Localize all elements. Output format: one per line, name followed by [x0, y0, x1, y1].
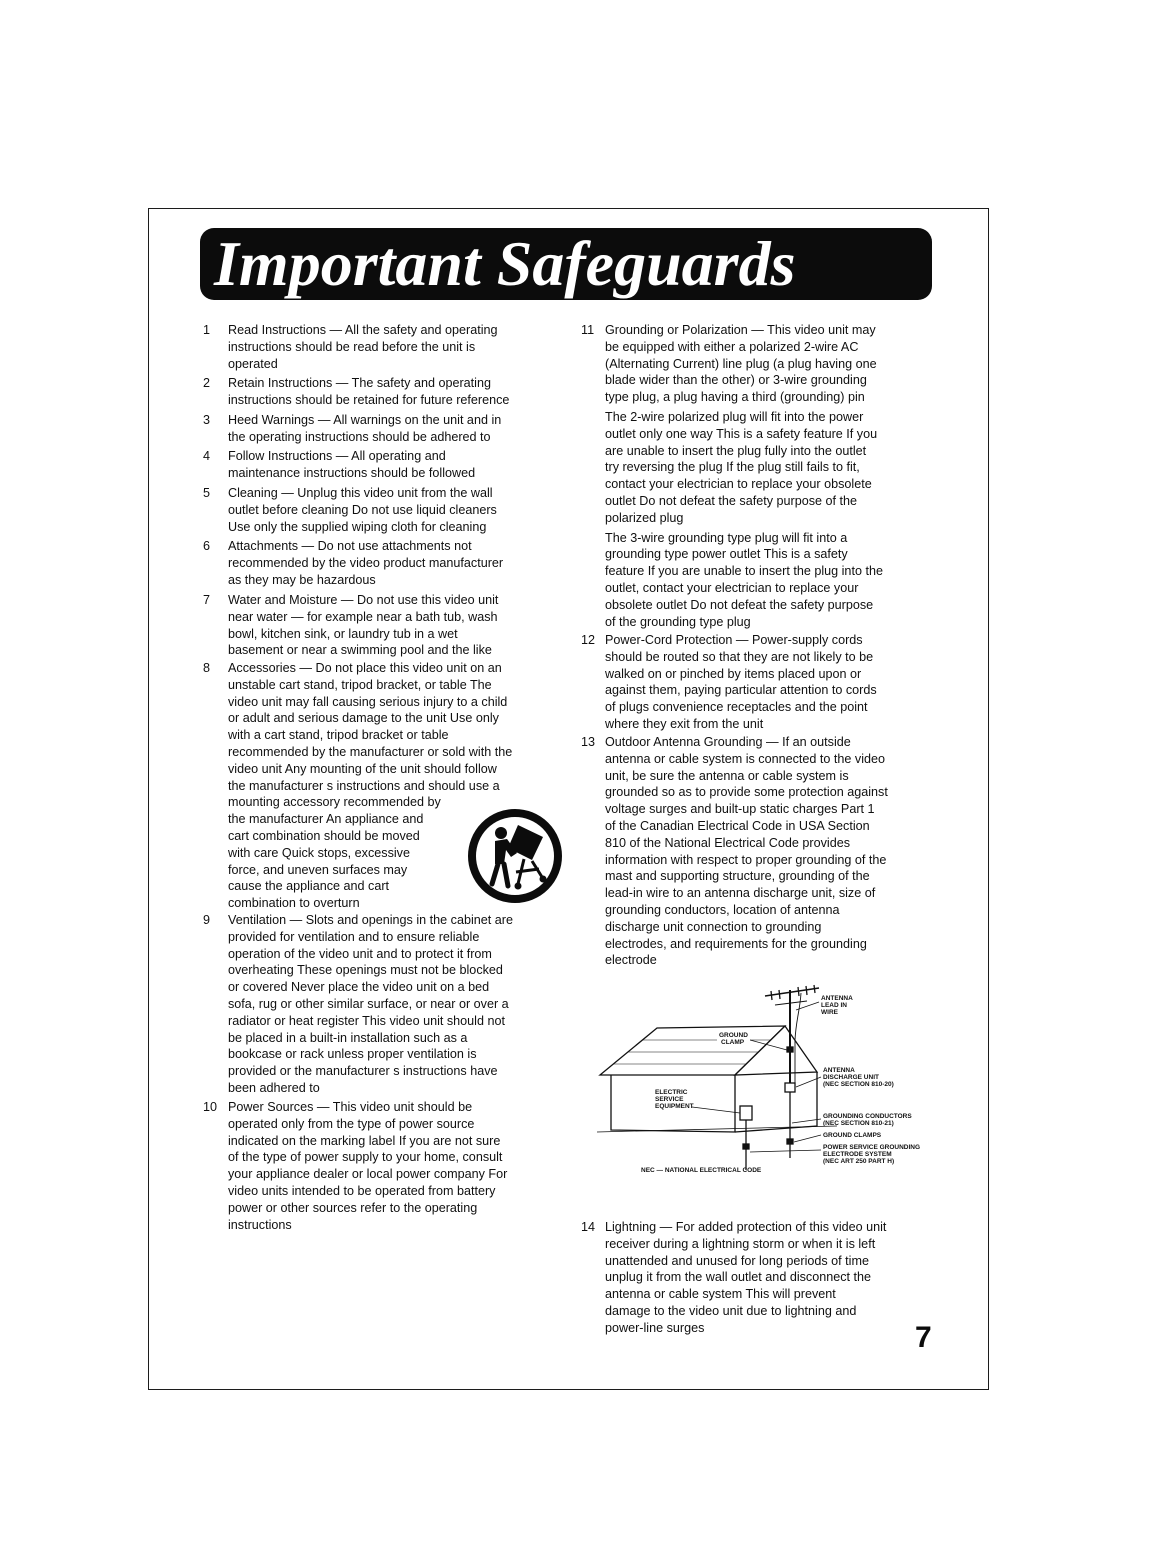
label-ground-clamps: GROUND CLAMPS — [823, 1132, 882, 1139]
text-line: obsolete outlet Do not defeat the safety purpose — [605, 597, 874, 612]
text-line: been adhered to — [228, 1080, 320, 1095]
text-line: instructions — [228, 1217, 292, 1232]
text-line: unattended and unused for long periods of time — [605, 1253, 869, 1268]
text-line: Lightning — For added protection of this video unit — [605, 1220, 887, 1234]
item-paragraph — [228, 592, 498, 659]
item-number: 4 — [203, 449, 211, 463]
text-line: video units intended to be operated from battery — [228, 1183, 496, 1198]
text-line: sofa, rug or other similar surface, or near or over a — [228, 996, 509, 1011]
text-line: the manufacturer s instructions and should use a — [228, 778, 500, 793]
cart-tip-over-warning-icon — [466, 804, 564, 908]
item-paragraph — [228, 912, 513, 1097]
house-side-wall — [735, 1072, 817, 1132]
item-number: 11 — [581, 323, 595, 337]
text-line: mounting accessory recommended by — [228, 795, 441, 810]
antenna-discharge-unit — [785, 1083, 795, 1092]
item-number: 6 — [203, 539, 211, 553]
text-line: are unable to insert the plug fully into the outlet — [605, 443, 867, 458]
label-discharge-unit-3: (NEC SECTION 810-20) — [823, 1081, 894, 1088]
item-text — [228, 412, 501, 446]
text-line: type plug, a plug having a third (grounding) pin — [605, 390, 865, 405]
label-grounding-conductors-1: GROUNDING CONDUCTORS — [823, 1113, 912, 1120]
text-line: power-line surges — [605, 1320, 705, 1335]
item-number: 8 — [203, 661, 211, 675]
text-line: of the type of power supply to your home, consult — [228, 1150, 503, 1165]
text-line: overheating These openings must not be blocked — [228, 963, 503, 978]
text-line: Read Instructions — All the safety and operating — [228, 323, 498, 337]
text-line: of plugs convenience receptacles and the point — [605, 700, 868, 715]
item-number: 10 — [203, 1100, 218, 1114]
label-nec-note: NEC — NATIONAL ELECTRICAL CODE — [641, 1167, 762, 1174]
antenna-grounding-diagram — [595, 980, 940, 1180]
item-number: 1 — [203, 323, 211, 337]
text-line: outlet, contact your electrician to replace your — [605, 580, 859, 595]
text-line: cause the appliance and cart — [228, 879, 390, 894]
text-line: Cleaning — Unplug this video unit from the wall — [228, 486, 493, 500]
item-paragraph — [228, 412, 501, 446]
item-text — [605, 734, 888, 969]
item-number: 5 — [203, 486, 211, 500]
text-line: near water — for example near a bath tub, wash — [228, 609, 498, 624]
text-line: feature If you are unable to insert the plug into the — [605, 564, 883, 579]
item-text — [228, 1099, 507, 1233]
label-antenna-lead-in-3: WIRE — [821, 1009, 838, 1016]
text-line: unplug it from the wall outlet and disconnect the — [605, 1270, 872, 1285]
label-ground-clamp-1: GROUND — [719, 1032, 748, 1039]
text-line: Use only the supplied wiping cloth for cleaning — [228, 519, 487, 534]
text-line: outlet before cleaning Do not use liquid cleaners — [228, 502, 497, 517]
text-line: cart combination should be moved — [228, 828, 420, 843]
text-line: walked on or pinched by items placed upon or — [605, 666, 862, 681]
text-line: recommended by the manufacturer or sold with the — [228, 744, 513, 759]
text-line: lead-in wire to an antenna discharge unit, size of — [605, 886, 876, 901]
item-text — [228, 912, 513, 1097]
label-power-service-3: (NEC ART 250 PART H) — [823, 1158, 895, 1165]
label-power-service-2: ELECTRODE SYSTEM — [823, 1151, 892, 1158]
text-line: indicated on the marking label If you are not sure — [228, 1133, 501, 1148]
text-line: video unit may fall causing serious injury to a child — [228, 694, 508, 709]
item-number: 14 — [581, 1220, 596, 1234]
text-line: Accessories — Do not place this video unit on an — [228, 661, 502, 675]
text-line: with a cart stand, tripod bracket or table — [228, 728, 449, 743]
page-title: Important Safeguards — [214, 228, 796, 299]
text-line: Ventilation — Slots and openings in the cabinet are — [228, 913, 513, 927]
item-text — [228, 538, 503, 588]
label-electric-service-1: ELECTRIC — [655, 1089, 688, 1096]
text-line: provided or the manufacturer s instructions have — [228, 1064, 498, 1079]
text-line: Attachments — Do not use attachments not — [228, 539, 472, 553]
text-line: your appliance dealer or local power company For — [228, 1167, 508, 1182]
item-paragraph — [605, 322, 883, 406]
text-line: damage to the video unit due to lightning and — [605, 1303, 857, 1318]
text-line: electrodes, and requirements for the grounding — [605, 936, 867, 951]
item-number: 13 — [581, 735, 596, 749]
label-ground-clamp-2: CLAMP — [721, 1039, 745, 1046]
item-paragraph — [228, 485, 497, 535]
text-line: instructions should be retained for future reference — [228, 392, 510, 407]
item-paragraph — [228, 375, 509, 409]
text-line: instructions should be read before the unit is — [228, 339, 476, 354]
text-line: combination to overturn — [228, 896, 360, 911]
text-line: Follow Instructions — All operating and — [228, 449, 446, 463]
text-line: Grounding or Polarization — This video unit may — [605, 323, 876, 337]
item-text — [228, 448, 475, 482]
text-line: as they may be hazardous — [228, 572, 376, 587]
item-text — [228, 592, 498, 659]
item-paragraph — [228, 448, 475, 482]
text-line: bowl, kitchen sink, or laundry tub in a wet — [228, 626, 458, 641]
text-line: operated only from the type of power source — [228, 1116, 475, 1131]
item-number: 2 — [203, 376, 211, 390]
label-power-service-1: POWER SERVICE GROUNDING — [823, 1144, 921, 1151]
text-line: Power-Cord Protection — Power-supply cords — [605, 633, 863, 647]
item-number: 12 — [581, 633, 596, 647]
title-banner — [200, 228, 932, 300]
item-paragraph — [228, 1099, 507, 1233]
text-line: maintenance instructions should be followed — [228, 465, 476, 480]
text-line: or adult and serious damage to the unit Use only — [228, 711, 499, 726]
item-text — [228, 375, 509, 409]
text-line: Power Sources — This video unit should be — [228, 1100, 473, 1114]
text-line: receiver during a lightning storm or when it is left — [605, 1236, 876, 1251]
label-antenna-lead-in-2: LEAD IN — [821, 1002, 847, 1009]
text-line: bookcase or rack unless proper ventilation is — [228, 1047, 477, 1062]
text-line: with care Quick stops, excessive — [228, 845, 410, 860]
text-line: information with respect to proper grounding of the — [605, 852, 887, 867]
text-line: provided for ventilation and to ensure reliable — [228, 929, 480, 944]
text-line: be placed in a built-in installation such as a — [228, 1030, 468, 1045]
text-line: operation of the video unit and to protect it from — [228, 946, 492, 961]
text-line: electrode — [605, 953, 657, 968]
text-line: 810 of the National Electrical Code provides — [605, 835, 851, 850]
text-line: discharge unit connection to grounding — [605, 919, 822, 934]
text-line: grounded so as to provide some protection against — [605, 785, 888, 800]
item-text — [228, 485, 497, 535]
label-electric-service-2: SERVICE — [655, 1096, 684, 1103]
item-number: 9 — [203, 913, 211, 927]
item-text — [228, 322, 498, 372]
text-line: voltage surges and built-up static charges Part 1 — [605, 802, 875, 817]
text-line: unstable cart stand, tripod bracket, or table The — [228, 677, 492, 692]
text-line: mast and supporting structure, grounding of the — [605, 869, 870, 884]
item-paragraph — [228, 538, 503, 588]
text-line: where they exit from the unit — [605, 716, 764, 731]
text-line: contact your electrician to replace your obsolete — [605, 477, 872, 492]
text-line: grounding conductors, location of antenna — [605, 902, 840, 917]
text-line: force, and uneven surfaces may — [228, 862, 408, 877]
text-line: grounding type power outlet This is a safety — [605, 547, 848, 562]
text-line: polarized plug — [605, 510, 684, 525]
text-line: of the Canadian Electrical Code in USA Section — [605, 818, 870, 833]
text-line: The 2-wire polarized plug will fit into the power — [605, 409, 864, 424]
text-line: Outdoor Antenna Grounding — If an outside — [605, 735, 851, 749]
label-electric-service-3: EQUIPMENT — [655, 1103, 694, 1110]
item-text — [605, 1219, 886, 1337]
text-line: unit, be sure the antenna or cable system is — [605, 768, 849, 783]
text-line: operated — [228, 356, 278, 371]
label-discharge-unit-1: ANTENNA — [823, 1067, 855, 1074]
text-line: Heed Warnings — All warnings on the unit and in — [228, 413, 502, 427]
text-line: should be routed so that they are not likely to be — [605, 649, 874, 664]
item-paragraph — [605, 632, 877, 733]
text-line: antenna or cable system This will prevent — [605, 1287, 836, 1302]
item-paragraph — [605, 409, 883, 527]
item-paragraph — [605, 530, 883, 631]
text-line: the manufacturer An appliance and — [228, 812, 424, 827]
text-line: the operating instructions should be adhered to — [228, 429, 491, 444]
text-line: antenna or cable system is connected to the video — [605, 751, 886, 766]
text-line: try reversing the plug If the plug still fails to fit, — [605, 460, 860, 475]
text-line: outlet Do not defeat the safety purpose of the — [605, 493, 858, 508]
page-number: 7 — [915, 1321, 932, 1354]
text-line: outlet only one way This is a safety feature If you — [605, 426, 878, 441]
text-line: basement or near a swimming pool and the like — [228, 643, 492, 658]
text-line: blade wider than the other) or 3-wire grounding — [605, 373, 867, 388]
item-text — [605, 632, 877, 733]
text-line: or covered Never place the video unit on a bed — [228, 980, 490, 995]
text-line: (Alternating Current) line plug (a plug having one — [605, 356, 877, 371]
text-line: of the grounding type plug — [605, 614, 751, 629]
text-line: Retain Instructions — The safety and operating — [228, 376, 491, 390]
text-line: power or other sources refer to the operating — [228, 1200, 478, 1215]
item-paragraph — [605, 734, 888, 969]
label-antenna-lead-in-1: ANTENNA — [821, 995, 853, 1002]
text-line: recommended by the video product manufacturer — [228, 555, 504, 570]
text-line: video unit Any mounting of the unit should follow — [228, 761, 497, 776]
label-grounding-conductors-2: (NEC SECTION 810-21) — [823, 1120, 894, 1127]
electric-service-box — [740, 1106, 752, 1120]
text-line: The 3-wire grounding type plug will fit into a — [605, 530, 848, 545]
item-paragraph — [228, 322, 498, 372]
item-paragraph — [605, 1219, 886, 1337]
item-number: 3 — [203, 413, 211, 427]
text-line: Water and Moisture — Do not use this video unit — [228, 593, 499, 607]
text-line: be equipped with either a polarized 2-wire AC — [605, 339, 859, 354]
item-number: 7 — [203, 593, 211, 607]
text-line: against them, paying particular attention to cords — [605, 683, 877, 698]
text-line: radiator or heat register This video unit should not — [228, 1013, 505, 1028]
item-text — [605, 322, 883, 630]
label-discharge-unit-2: DISCHARGE UNIT — [823, 1074, 879, 1081]
